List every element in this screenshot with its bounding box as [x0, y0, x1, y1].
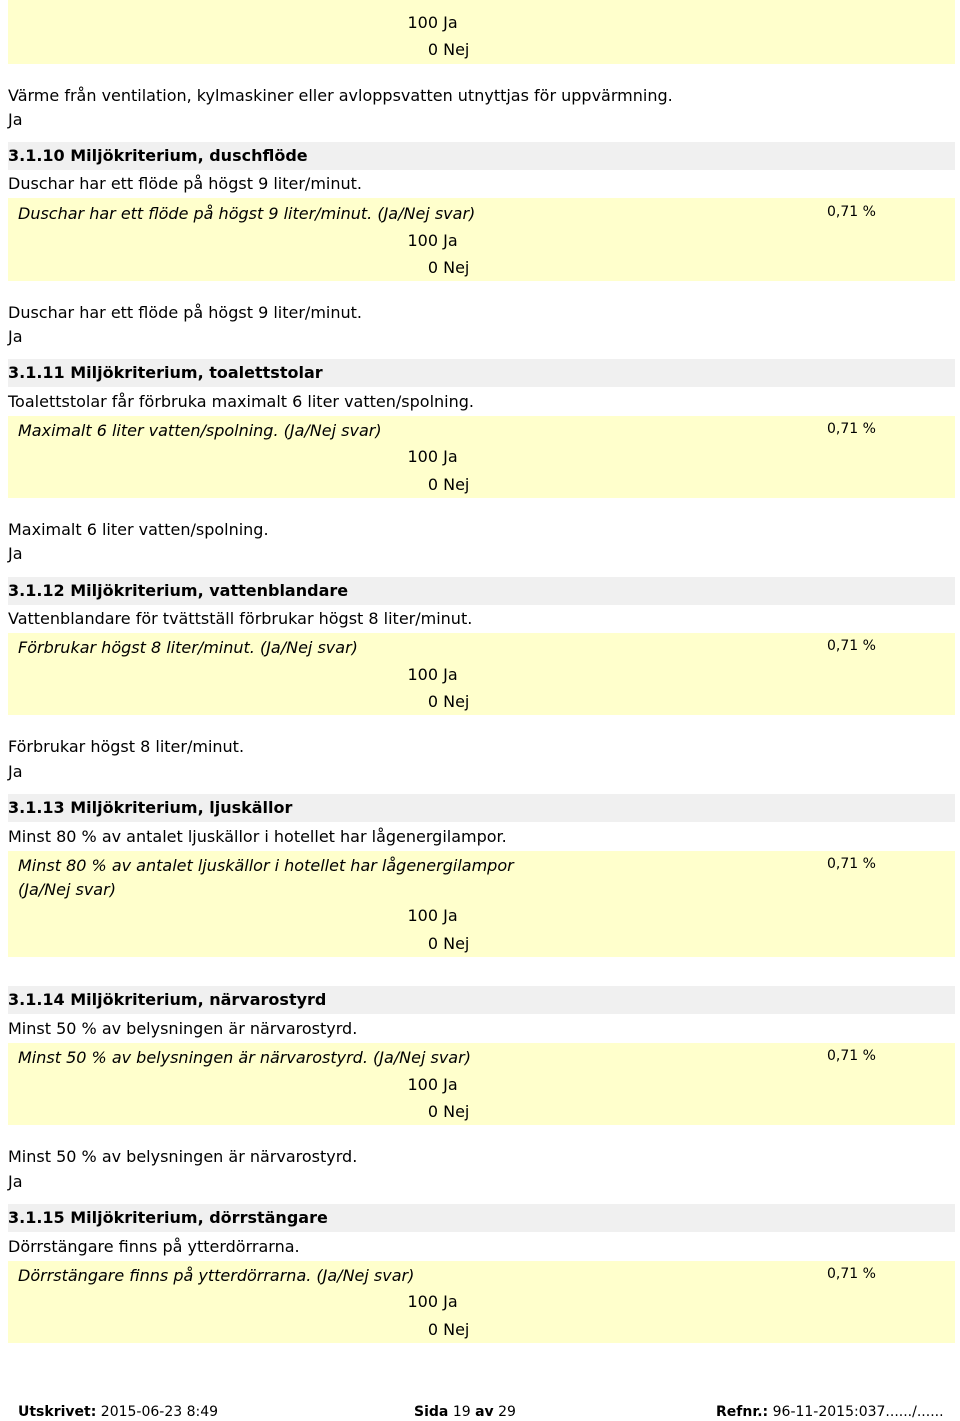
section-heading: 3.1.11 Miljökriterium, toalettstolar: [8, 363, 323, 382]
question-text: Förbrukar högst 8 liter/minut. (Ja/Nej svar): [18, 638, 358, 657]
weight-percent: 0,71 %: [827, 1048, 876, 1064]
footer-page-of: av: [475, 1404, 494, 1420]
option-nej[interactable]: 0 Nej: [427, 692, 470, 711]
footer-printed-value: 2015-06-23 8:49: [100, 1404, 219, 1420]
footer-page-total: 29: [498, 1404, 516, 1420]
option-ja[interactable]: 100 Ja: [407, 906, 458, 925]
option-nej[interactable]: 0 Nej: [427, 475, 470, 494]
question-text: Minst 80 % av antalet ljuskällor i hotellet har lågenergilampor (Ja/Nej svar): [18, 856, 514, 899]
question-text: Minst 50 % av belysningen är närvarostyrd. (Ja/Nej svar): [18, 1048, 471, 1067]
section-heading: 3.1.13 Miljökriterium, ljuskällor: [8, 798, 293, 817]
weight-percent: 0,71 %: [827, 204, 876, 220]
section-description: Vattenblandare för tvättställ förbrukar högst 8 liter/minut.: [8, 609, 473, 628]
footer-ref-value: 96-11-2015:037....../......: [772, 1404, 944, 1420]
footer-page-label: Sida: [414, 1404, 449, 1420]
option-nej[interactable]: 0 Nej: [427, 1320, 470, 1339]
answer-value: Ja: [8, 327, 23, 346]
question-text: Duschar har ett flöde på högst 9 liter/minut. (Ja/Nej svar): [18, 204, 476, 223]
answer-value: Ja: [8, 110, 23, 129]
footer-ref: [716, 1403, 944, 1421]
option-nej[interactable]: 0 Nej: [427, 1102, 470, 1121]
option-nej[interactable]: 0 Nej: [427, 258, 470, 277]
answer-label: Förbrukar högst 8 liter/minut.: [8, 737, 245, 756]
footer-printed: [18, 1403, 218, 1421]
footer-ref-label: Refnr.:: [716, 1404, 769, 1420]
answer-label: Maximalt 6 liter vatten/spolning.: [8, 520, 269, 539]
footer-printed-label: Utskrivet:: [18, 1404, 97, 1420]
section-description: Toalettstolar får förbruka maximalt 6 liter vatten/spolning.: [8, 392, 474, 411]
section-description: Dörrstängare finns på ytterdörrarna.: [8, 1237, 300, 1256]
question-text: Dörrstängare finns på ytterdörrarna. (Ja/Nej svar): [18, 1266, 415, 1285]
option-ja[interactable]: 100 Ja: [407, 447, 458, 466]
answer-label: Värme från ventilation, kylmaskiner eller avloppsvatten utnyttjas för uppvärmning.: [8, 86, 673, 105]
option-ja[interactable]: 100 Ja: [407, 665, 458, 684]
footer-page: [414, 1403, 516, 1421]
option-ja[interactable]: 100 Ja: [407, 1292, 458, 1311]
footer-page-current: 19: [452, 1404, 471, 1420]
answer-options-panel: [8, 0, 955, 64]
option-nej[interactable]: 0 Nej: [427, 934, 470, 953]
option-nej[interactable]: 0 Nej: [427, 40, 470, 59]
section-heading: 3.1.15 Miljökriterium, dörrstängare: [8, 1208, 328, 1227]
answer-value: Ja: [8, 1172, 23, 1191]
section-heading: 3.1.10 Miljökriterium, duschflöde: [8, 146, 308, 165]
option-ja[interactable]: 100 Ja: [407, 231, 458, 250]
answer-label: Duschar har ett flöde på högst 9 liter/minut.: [8, 303, 362, 322]
answer-value: Ja: [8, 544, 23, 563]
option-ja[interactable]: 100 Ja: [407, 1075, 458, 1094]
weight-percent: 0,71 %: [827, 1266, 876, 1282]
weight-percent: 0,71 %: [827, 856, 876, 872]
option-ja[interactable]: 100 Ja: [407, 13, 458, 32]
section-description: Minst 80 % av antalet ljuskällor i hotellet har lågenergilampor.: [8, 827, 507, 846]
question-text: Maximalt 6 liter vatten/spolning. (Ja/Nej svar): [18, 421, 382, 440]
weight-percent: 0,71 %: [827, 638, 876, 654]
answer-label: Minst 50 % av belysningen är närvarostyrd.: [8, 1147, 358, 1166]
section-description: Minst 50 % av belysningen är närvarostyrd.: [8, 1019, 358, 1038]
weight-percent: 0,71 %: [827, 421, 876, 437]
section-heading: 3.1.14 Miljökriterium, närvarostyrd: [8, 990, 327, 1009]
section-heading: 3.1.12 Miljökriterium, vattenblandare: [8, 581, 349, 600]
answer-value: Ja: [8, 762, 23, 781]
section-description: Duschar har ett flöde på högst 9 liter/minut.: [8, 174, 362, 193]
